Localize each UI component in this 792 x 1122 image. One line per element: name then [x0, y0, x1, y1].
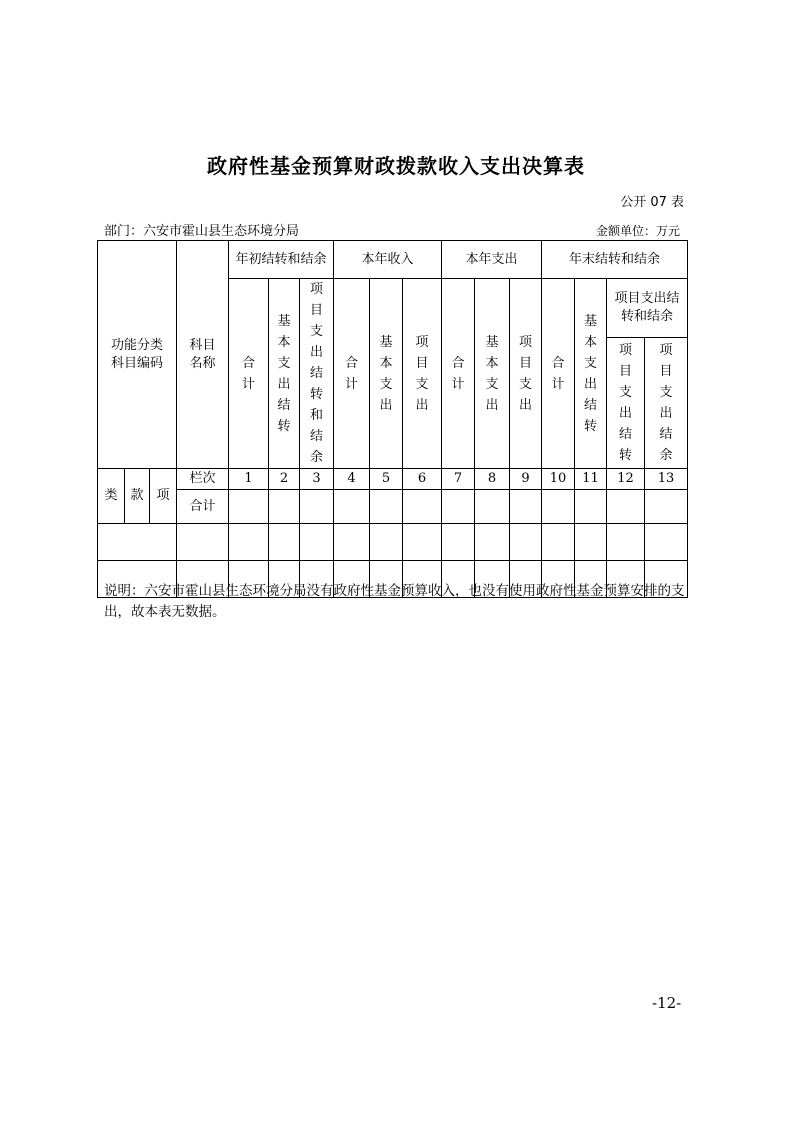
opening-project-carry-surplus-header: 项目支出结转和结余	[300, 279, 334, 469]
col-number: 5	[370, 469, 403, 490]
col-number: 12	[607, 469, 645, 490]
table-cell	[442, 524, 475, 561]
row-label-cell: 栏次	[177, 469, 229, 490]
income-total-header: 合计	[334, 279, 370, 469]
form-number: 公开 07 表	[620, 195, 684, 210]
closing-group-header: 年末结转和结余	[542, 241, 688, 279]
table-cell	[177, 524, 229, 561]
table-cell	[645, 490, 688, 524]
closing-project-surplus-header: 项目支出结余	[645, 337, 688, 468]
page-title: 政府性基金预算财政拨款收入支出决算表	[207, 154, 585, 178]
amount-unit: 金额单位：万元	[595, 224, 680, 238]
table-row	[98, 524, 688, 561]
explanation-note: 说明：六安市霍山县生态环境分局没有政府性基金预算收入，也没有使用政府性基金预算安排的支出，故本表无数据。	[104, 583, 685, 620]
table-cell	[269, 490, 300, 524]
opening-group-header: 年初结转和结余	[229, 241, 334, 279]
table-cell	[269, 524, 300, 561]
subject-name-header: 科目名称	[177, 241, 229, 469]
table-cell	[607, 490, 645, 524]
col-number: 1	[229, 469, 269, 490]
expense-basic-header: 基本支出	[475, 279, 510, 469]
table-cell	[607, 524, 645, 561]
fund-budget-table	[97, 240, 688, 598]
table-cell	[229, 490, 269, 524]
col-number: 11	[575, 469, 607, 490]
expense-total-header: 合计	[442, 279, 475, 469]
table-cell	[98, 524, 177, 561]
income-project-header: 项目支出	[403, 279, 442, 469]
table-cell	[442, 490, 475, 524]
closing-project-carry-header: 项目支出结转	[607, 337, 645, 468]
income-group-header: 本年收入	[334, 241, 442, 279]
col-number: 7	[442, 469, 475, 490]
expense-group-header: 本年支出	[442, 241, 542, 279]
table-cell	[575, 524, 607, 561]
table-cell	[300, 524, 334, 561]
closing-project-group-header: 项目支出结转和结余	[607, 279, 688, 338]
closing-total-header: 合计	[542, 279, 575, 469]
table-cell	[300, 490, 334, 524]
table-cell	[403, 490, 442, 524]
table-cell	[510, 490, 542, 524]
opening-basic-carry-header: 基本支出结转	[269, 279, 300, 469]
expense-project-header: 项目支出	[510, 279, 542, 469]
func-code-header: 功能分类科目编码	[98, 241, 177, 469]
table-cell	[370, 524, 403, 561]
total-row-label: 合计	[177, 490, 229, 524]
col-number: 3	[300, 469, 334, 490]
department-label: 部门：六安市霍山县生态环境分局	[104, 224, 300, 239]
table-cell	[510, 524, 542, 561]
code-label-kuan: 款	[125, 469, 150, 523]
table-cell	[334, 490, 370, 524]
income-basic-header: 基本支出	[370, 279, 403, 469]
code-labels-cell	[98, 469, 177, 524]
col-number: 10	[542, 469, 575, 490]
opening-total-header: 合计	[229, 279, 269, 469]
col-number: 9	[510, 469, 542, 490]
table-cell	[475, 524, 510, 561]
col-number: 6	[403, 469, 442, 490]
col-number: 13	[645, 469, 688, 490]
table-cell	[334, 524, 370, 561]
col-number: 4	[334, 469, 370, 490]
table-cell	[542, 490, 575, 524]
table-cell	[229, 524, 269, 561]
col-number: 8	[475, 469, 510, 490]
code-label-lei: 类	[98, 469, 125, 523]
table-cell	[475, 490, 510, 524]
table-cell	[645, 524, 688, 561]
closing-basic-carry-header: 基本支出结转	[575, 279, 607, 469]
table-cell	[403, 524, 442, 561]
table-cell	[370, 490, 403, 524]
table-cell	[542, 524, 575, 561]
code-label-xiang: 项	[156, 488, 170, 503]
page-number: -12-	[652, 994, 682, 1012]
table-cell	[575, 490, 607, 524]
col-number: 2	[269, 469, 300, 490]
